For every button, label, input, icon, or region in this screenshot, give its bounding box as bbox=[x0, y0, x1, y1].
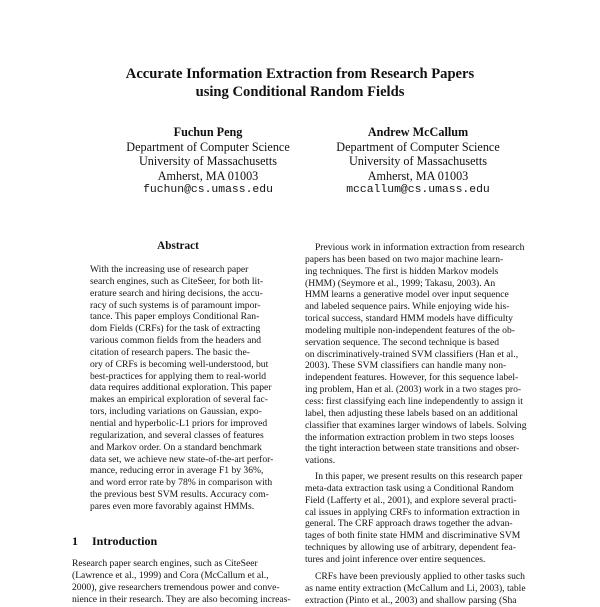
intro-line: (Lawrence et al., 1999) and Cora (McCallum et al., bbox=[72, 569, 269, 581]
introduction-body bbox=[72, 558, 291, 605]
author-email: fuchun@cs.umass.edu bbox=[143, 184, 273, 196]
abstract-line: data set, we achieve new state-of-the-art perfor- bbox=[90, 453, 274, 465]
body-line: HMM learns a generative model over input sequence bbox=[305, 289, 509, 301]
body-line: general. The CRF approach draws together the advan- bbox=[305, 518, 513, 530]
author-email: mccallum@cs.umass.edu bbox=[346, 184, 490, 196]
body-line: modeling multiple non-independent features of the ob- bbox=[305, 324, 515, 336]
title-line-1: Accurate Information Extraction from Research Papers bbox=[125, 66, 475, 82]
body-line: meta-data extraction task using a Conditional Random bbox=[305, 482, 514, 494]
abstract-line: various common fields from the headers and bbox=[90, 335, 262, 347]
body-line: ing techniques. The first is hidden Markov models bbox=[305, 265, 499, 277]
body-line: techniques by allowing use of arbitrary, dependent fea- bbox=[305, 542, 516, 554]
body-line: papers has been based on two major machine learn- bbox=[305, 253, 504, 265]
abstract-heading: Abstract bbox=[157, 240, 199, 252]
body-line: independent features. However, for this sequence label- bbox=[305, 372, 519, 384]
right-column-para-1 bbox=[305, 242, 528, 467]
body-line: 2003). These SVM classifiers can handle many non- bbox=[305, 360, 507, 372]
author-city: Amherst, MA 01003 bbox=[367, 168, 469, 183]
body-line: as name entity extraction (McCallum and Li, 2003), table bbox=[305, 582, 526, 594]
abstract-line: search engines, such as CiteSeer, for both lit- bbox=[90, 275, 264, 287]
body-line: cal issues in applying CRFs to information extraction in bbox=[305, 506, 520, 518]
body-line: the tight interaction between state transitions and obser- bbox=[305, 443, 520, 455]
abstract-body bbox=[90, 264, 274, 513]
abstract-line: pares even more favorably against HMMs. bbox=[90, 500, 255, 512]
abstract-line: dom Fields (CRFs) for the task of extracting bbox=[90, 323, 261, 335]
intro-line: 2000), give researchers tremendous power and conve- bbox=[72, 581, 280, 593]
abstract-line: and Markov order. On a standard benchmark bbox=[90, 441, 262, 453]
abstract-line: makes an empirical exploration of several fac- bbox=[90, 394, 268, 406]
author-department: Department of Computer Science bbox=[126, 139, 290, 154]
author-university: University of Massachusetts bbox=[348, 154, 488, 168]
abstract-line: and word error rate by 78% in comparison with bbox=[90, 477, 273, 489]
abstract-line: racy of such systems is of paramount impor- bbox=[90, 299, 261, 311]
abstract-line: With the increasing use of research paper bbox=[90, 264, 249, 275]
body-line: CRFs have been previously applied to other tasks such bbox=[315, 571, 525, 582]
intro-line: Research paper search engines, such as CiteSeer bbox=[72, 558, 258, 569]
abstract-line: erature search and hiring decisions, the accu- bbox=[90, 287, 263, 299]
author-name: Fuchun Peng bbox=[173, 125, 243, 139]
body-line: servation sequence. The second technique is based bbox=[305, 336, 500, 348]
section-title: Introduction bbox=[92, 534, 158, 548]
abstract-line: data requires additional exploration. This paper bbox=[90, 382, 272, 394]
abstract-line: best-practices for applying them to real-world bbox=[90, 370, 267, 382]
author-department: Department of Computer Science bbox=[336, 139, 500, 154]
right-column-para-3 bbox=[305, 571, 528, 607]
abstract-line: ory of CRFs is becoming well-understood, but bbox=[90, 358, 269, 370]
abstract-line: tors, including variations on Gaussian, expo- bbox=[90, 406, 262, 418]
body-line: the information extraction problem in two steps looses bbox=[305, 431, 515, 443]
body-line: torical success, standard HMM models have difficulty bbox=[305, 313, 513, 325]
right-column-para-2 bbox=[305, 471, 528, 566]
body-line: Field (Lafferty et al., 2001), and explore several practi- bbox=[305, 494, 517, 506]
body-line: label, then adjusting these labels based on an additional bbox=[305, 407, 518, 419]
body-line: (HMM) (Seymore et al., 1999; Takasu, 2003). An bbox=[305, 277, 496, 289]
author-block-2 bbox=[298, 125, 538, 198]
author-block-1 bbox=[88, 125, 328, 198]
title-line-2: using Conditional Random Fields bbox=[195, 84, 405, 100]
body-line: cess: first classifying each line independently to assign it bbox=[305, 395, 523, 407]
body-line: extraction (Pinto et al., 2003) and shallow parsing (Sha bbox=[305, 594, 517, 606]
body-line: vations. bbox=[305, 455, 336, 467]
body-line: ing problem, Han et al. (2003) work in a two stages pro- bbox=[305, 384, 522, 396]
intro-line: nience in their research. They are also becoming increas- bbox=[72, 593, 291, 605]
body-line: classifier that examines larger windows of labels. Solving bbox=[305, 419, 527, 431]
section-heading-introduction bbox=[72, 534, 171, 549]
abstract-line: the previous best SVM results. Accuracy com- bbox=[90, 489, 269, 501]
section-number: 1 bbox=[72, 534, 78, 548]
author-name: Andrew McCallum bbox=[367, 125, 469, 139]
author-city: Amherst, MA 01003 bbox=[157, 168, 259, 183]
body-line: Previous work in information extraction from research bbox=[315, 242, 525, 253]
abstract-line: regularization, and several classes of features bbox=[90, 429, 264, 441]
paper-title bbox=[60, 65, 540, 101]
body-line: tures and joint inference over entire sequences. bbox=[305, 553, 486, 565]
body-line: and labeled sequence pairs. While enjoying wide his- bbox=[305, 301, 510, 313]
body-line: tages of both finite state HMM and discriminative SVM bbox=[305, 530, 521, 542]
abstract-line: citation of research papers. The basic the- bbox=[90, 346, 250, 358]
body-line: on discriminatively-trained SVM classifiers (Han et al., bbox=[305, 348, 519, 360]
abstract-line: mance, reducing error in average F1 by 36%, bbox=[90, 465, 264, 477]
abstract-line: nential and hyperbolic-L1 priors for improved bbox=[90, 417, 268, 429]
author-university: University of Massachusetts bbox=[138, 154, 278, 168]
body-line: In this paper, we present results on this research paper bbox=[315, 471, 523, 482]
abstract-line: tance. This paper employs Conditional Ran- bbox=[90, 311, 260, 323]
